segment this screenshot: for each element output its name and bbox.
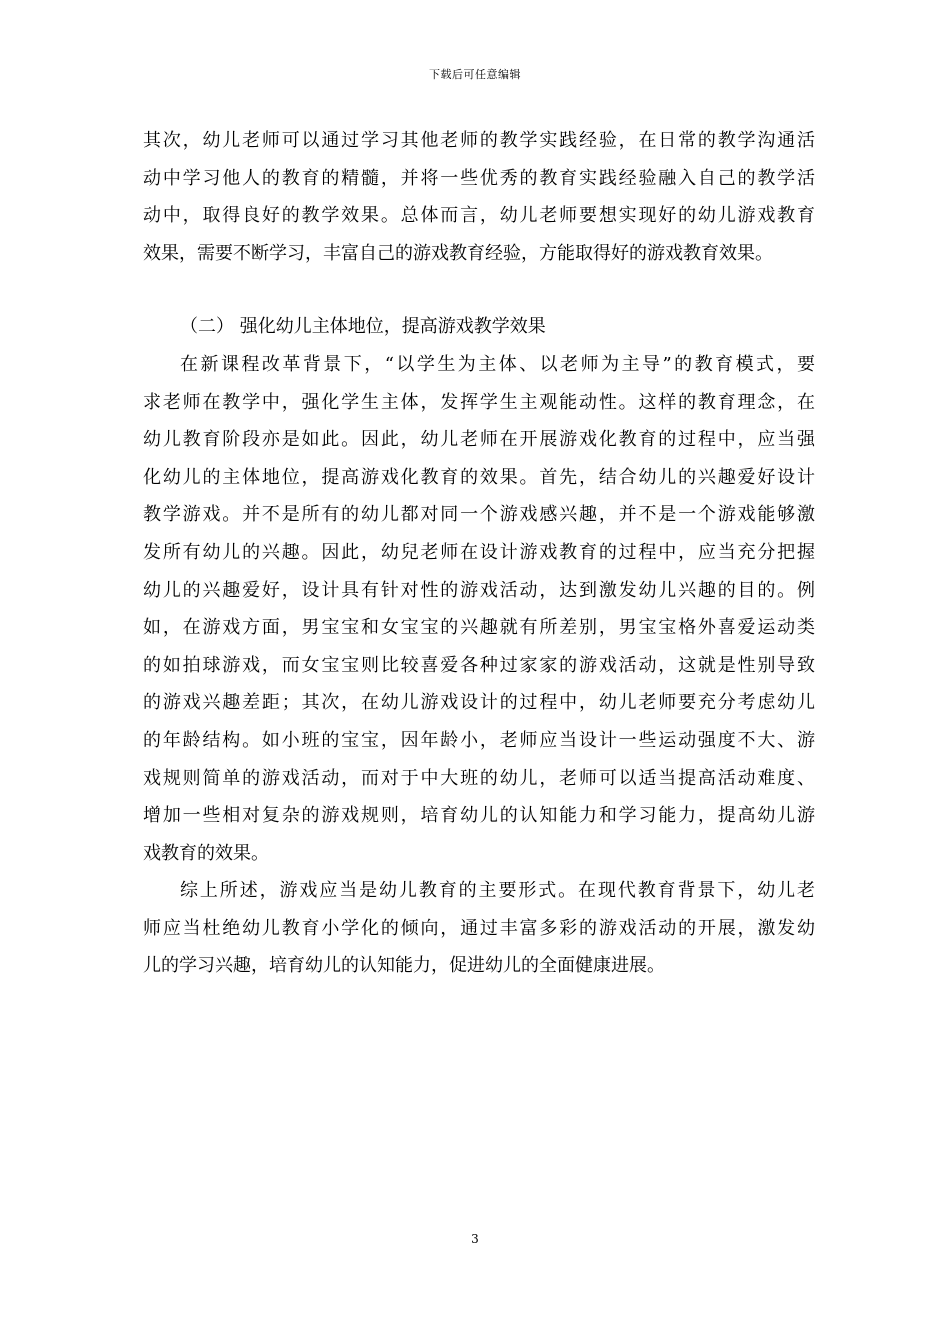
paragraph-1 [143,122,815,272]
page-number: 3 [471,1232,479,1246]
text-line: 增加一些相对复杂的游戏规则，培育幼儿的认知能力和学习能力，提高幼儿游 [143,805,815,827]
text-line: 儿的学习兴趣，培育幼儿的认知能力，促进幼儿的全面健康进展。 [143,955,665,977]
text-line: 综上所述，游戏应当是幼儿教育的主要形式。在现代教育背景下，幼儿老 [180,880,815,902]
text-line: 发所有幼儿的兴趣。因此，幼兒老师在设计游戏教育的过程中，应当充分把握 [143,541,815,563]
text-line: 其次，幼儿老师可以通过学习其他老师的教学实践经验，在日常的教学沟通活 [143,130,815,151]
body-text [143,122,815,985]
text-line: 的游戏兴趣差距；其次，在幼儿游戏设计的过程中，幼儿老师要充分考虑幼儿 [143,692,815,714]
paragraph-gap [143,272,815,308]
text-line: 师应当杜绝幼儿教育小学化的倾向，通过丰富多彩的游戏活动的开展，激发幼 [143,917,815,939]
text-line: 教学游戏。并不是所有的幼儿都对同一个游戏感兴趣，并不是一个游戏能够激 [143,504,815,526]
text-line: 求老师在教学中，强化学生主体，发挥学生主观能动性。这样的教育理念，在 [143,391,815,413]
text-line: 在新课程改革背景下，“以学生为主体、以老师为主导”的教育模式，要 [180,353,815,375]
text-line: 戏规则简单的游戏活动，而对于中大班的幼儿，老师可以适当提高活动难度、 [143,767,815,789]
paragraph-2 [143,346,815,872]
text-line: 戏教育的效果。 [143,842,269,864]
text-line: 如，在游戏方面，男宝宝和女宝宝的兴趣就有所差别，男宝宝格外喜爱运动类 [143,617,815,639]
text-line: 幼儿的兴趣爱好，设计具有针对性的游戏活动，达到激发幼儿兴趣的目的。例 [143,579,815,601]
text-line: 幼儿教育阶段亦是如此。因此，幼儿老师在开展游戏化教育的过程中，应当强 [143,429,815,451]
text-line: 动中，取得良好的教学效果。总体而言，幼儿老师要想实现好的幼儿游戏教育 [143,205,815,227]
text-line: 动中学习他人的教育的精髓，并将一些优秀的教育实践经验融入自己的教学活 [143,167,815,189]
text-line: 的年龄结构。如小班的宝宝，因年龄小，老师应当设计一些运动强度不大、游 [143,729,815,751]
text-line: 的如拍球游戏，而女宝宝则比较喜爱各种过家家的游戏活动，这就是性别导致 [143,654,815,676]
paragraph-3 [143,872,815,985]
text-line: 化幼儿的主体地位，提高游戏化教育的效果。首先，结合幼儿的兴趣爱好设计 [143,466,815,488]
section-heading: （二） 强化幼儿主体地位，提高游戏教学效果 [180,316,546,338]
header-note: 下载后可任意编辑 [429,68,521,81]
text-line: 效果，需要不断学习，丰富自己的游戏教育经验，方能取得好的游戏教育效果。 [143,242,773,264]
